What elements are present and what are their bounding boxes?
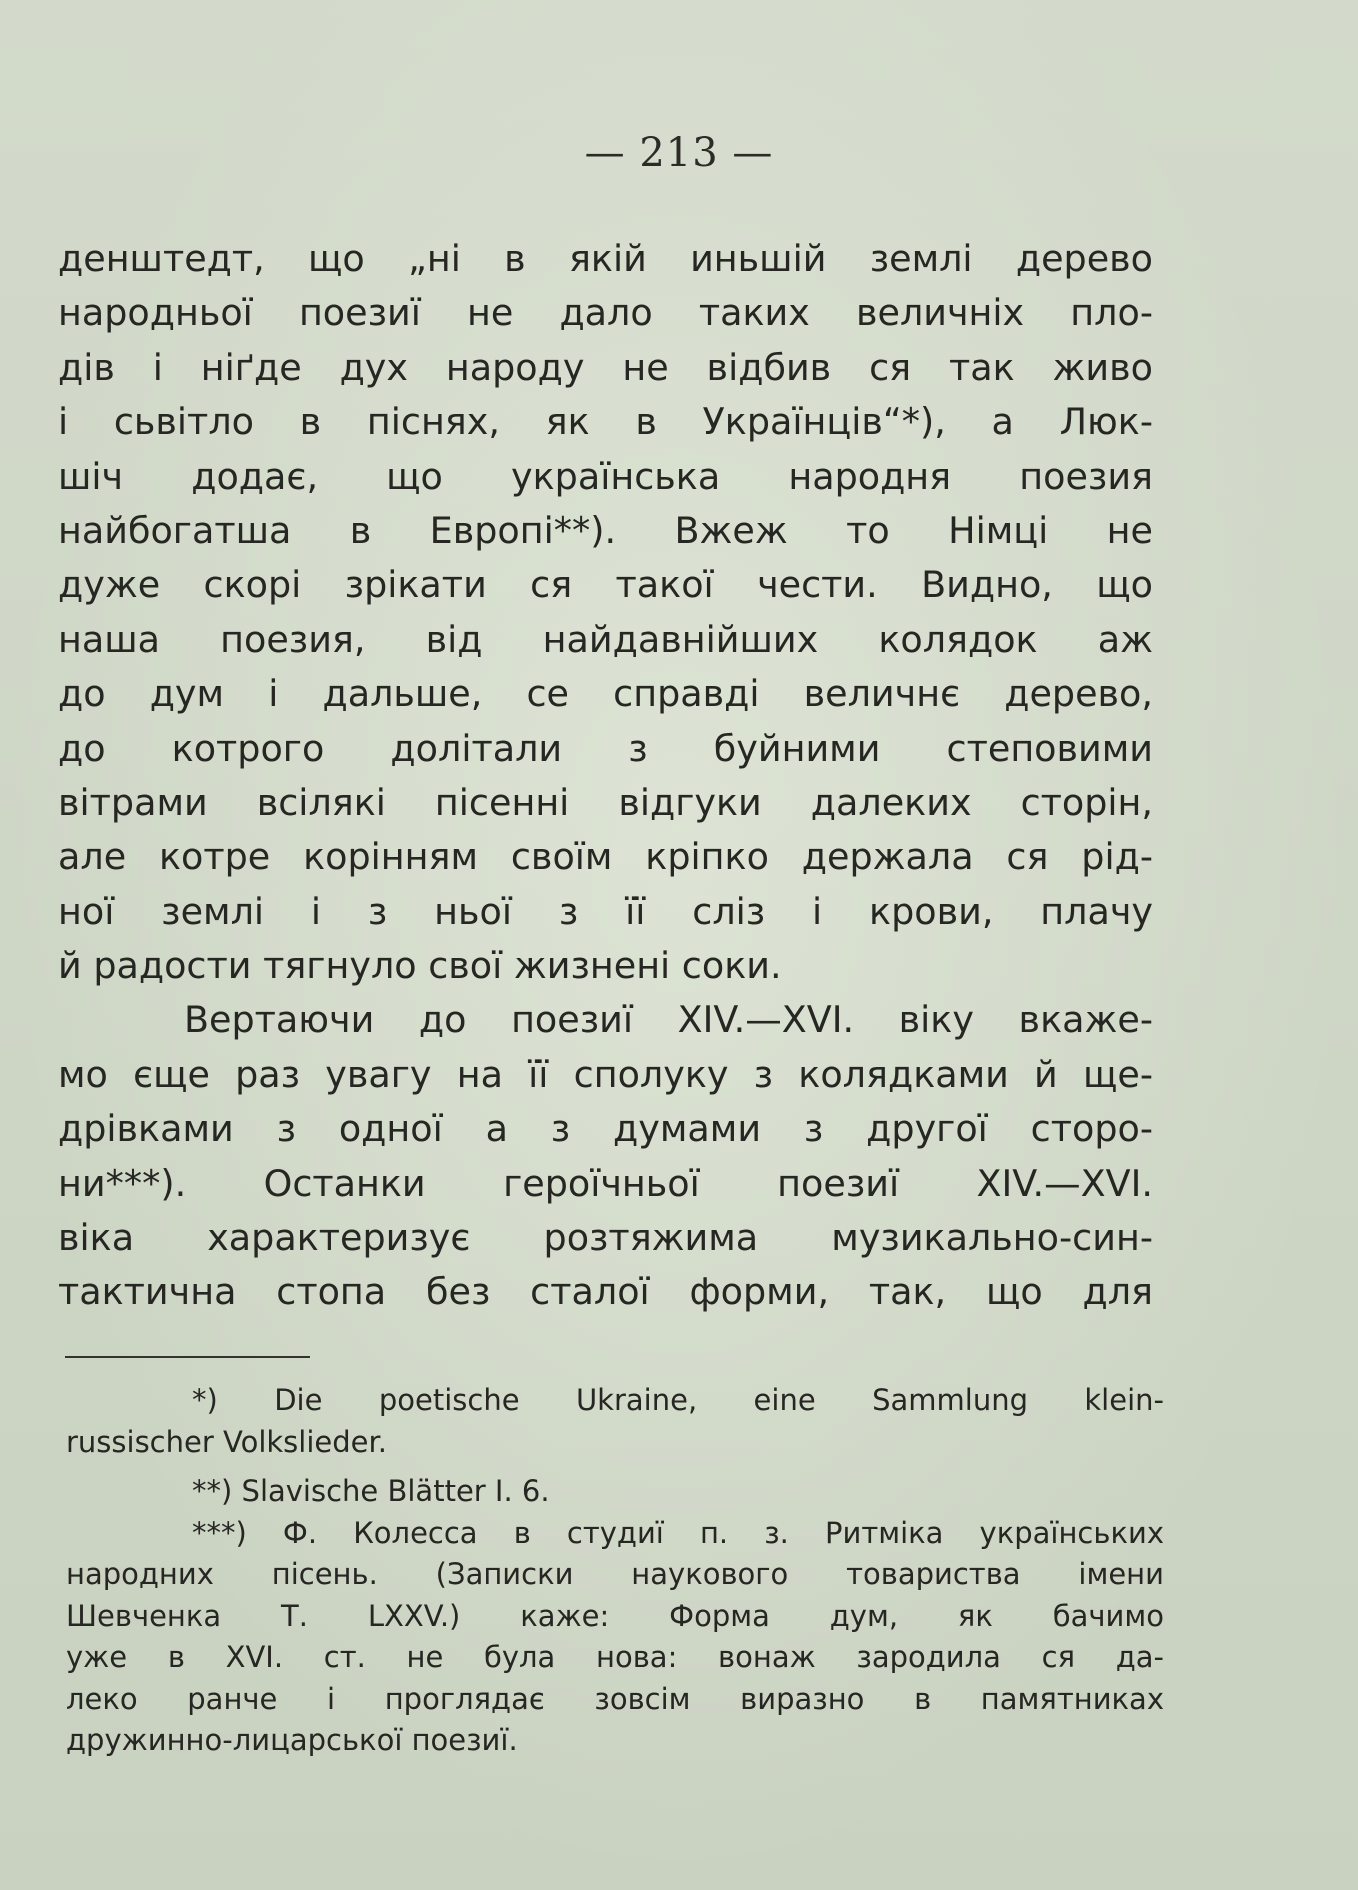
footnote-line: уже в XVI. ст. не була нова: вонаж зародила ся да- bbox=[66, 1640, 1164, 1674]
text-line: віка характеризує розтяжима музикально-син- bbox=[58, 1216, 1153, 1260]
text-line: до котрого долітали з буйними степовими bbox=[58, 726, 1153, 770]
text-line: народньої поезиї не дало таких величніх пло- bbox=[58, 291, 1153, 335]
text-line: найбогатша в Европі**). Вжеж то Німці не bbox=[58, 508, 1153, 552]
main-text bbox=[58, 232, 1153, 1320]
footnote-line: Шевченка Т. LXXV.) каже: Форма дум, як бачимо bbox=[66, 1598, 1164, 1633]
footnote-line: дружинно-лицарської поезиї. bbox=[66, 1723, 518, 1757]
footnote-line: народних пісень. (Записки наукового товариства імени bbox=[66, 1557, 1164, 1591]
footnote-line: леко ранче і проглядає зовсім виразно в памятниках bbox=[66, 1681, 1164, 1716]
text-line: вітрами всілякі пісенні відгуки далеких сторін, bbox=[58, 780, 1153, 824]
text-line: ни***). Останки героїчньої поезиї XIV.—XVI. bbox=[58, 1161, 1153, 1205]
text-line: і сьвітло в піснях, як в Українців“*), а Люк- bbox=[58, 400, 1153, 444]
text-line: дів і ніґде дух народу не відбив ся так живо bbox=[58, 345, 1153, 389]
text-line: тактична стопа без сталої форми, так, що для bbox=[58, 1270, 1153, 1314]
footnote-2 bbox=[66, 1471, 1164, 1513]
text-line: шіч додає, що українська народня поезия bbox=[58, 454, 1153, 498]
text-line: наша поезия, від найдавнійших колядок аж bbox=[58, 617, 1153, 661]
text-line: й радости тягнуло свої жизнені соки. bbox=[58, 944, 782, 988]
page-number: — 213 — bbox=[584, 130, 774, 176]
footnote-line: russischer Volkslieder. bbox=[66, 1424, 387, 1459]
footnote-3 bbox=[66, 1513, 1164, 1762]
footnotes bbox=[66, 1380, 1164, 1762]
footnote-divider bbox=[65, 1356, 310, 1358]
text-line: денштедт, що „ні в якій иньшій землі дерево bbox=[58, 237, 1153, 280]
footnote-line: **) Slavische Blätter I. 6. bbox=[192, 1474, 550, 1508]
footnote-line: *) Die poetische Ukraine, eine Sammlung klein- bbox=[192, 1383, 1164, 1417]
text-line: мо єще раз увагу на її сполуку з колядками й ще- bbox=[58, 1052, 1153, 1096]
footnote-line: ***) Ф. Колесса в студиї п. з. Ритміка українських bbox=[192, 1515, 1164, 1550]
paragraph-start-line: Вертаючи до поезиї XIV.—XVI. віку вкаже- bbox=[184, 998, 1153, 1042]
text-line: до дум і дальше, се справді величнє дерево, bbox=[58, 672, 1153, 716]
footnote-1 bbox=[66, 1380, 1164, 1463]
text-line: але котре корінням своїм кріпко держала ся рід- bbox=[58, 835, 1153, 879]
text-line: ної землі і з ньої з її сліз і крови, плачу bbox=[58, 889, 1153, 933]
text-line: дуже скорі зрікати ся такої чести. Видно, що bbox=[58, 563, 1153, 607]
text-line: дрівками з одної а з думами з другої сторо- bbox=[58, 1107, 1153, 1151]
